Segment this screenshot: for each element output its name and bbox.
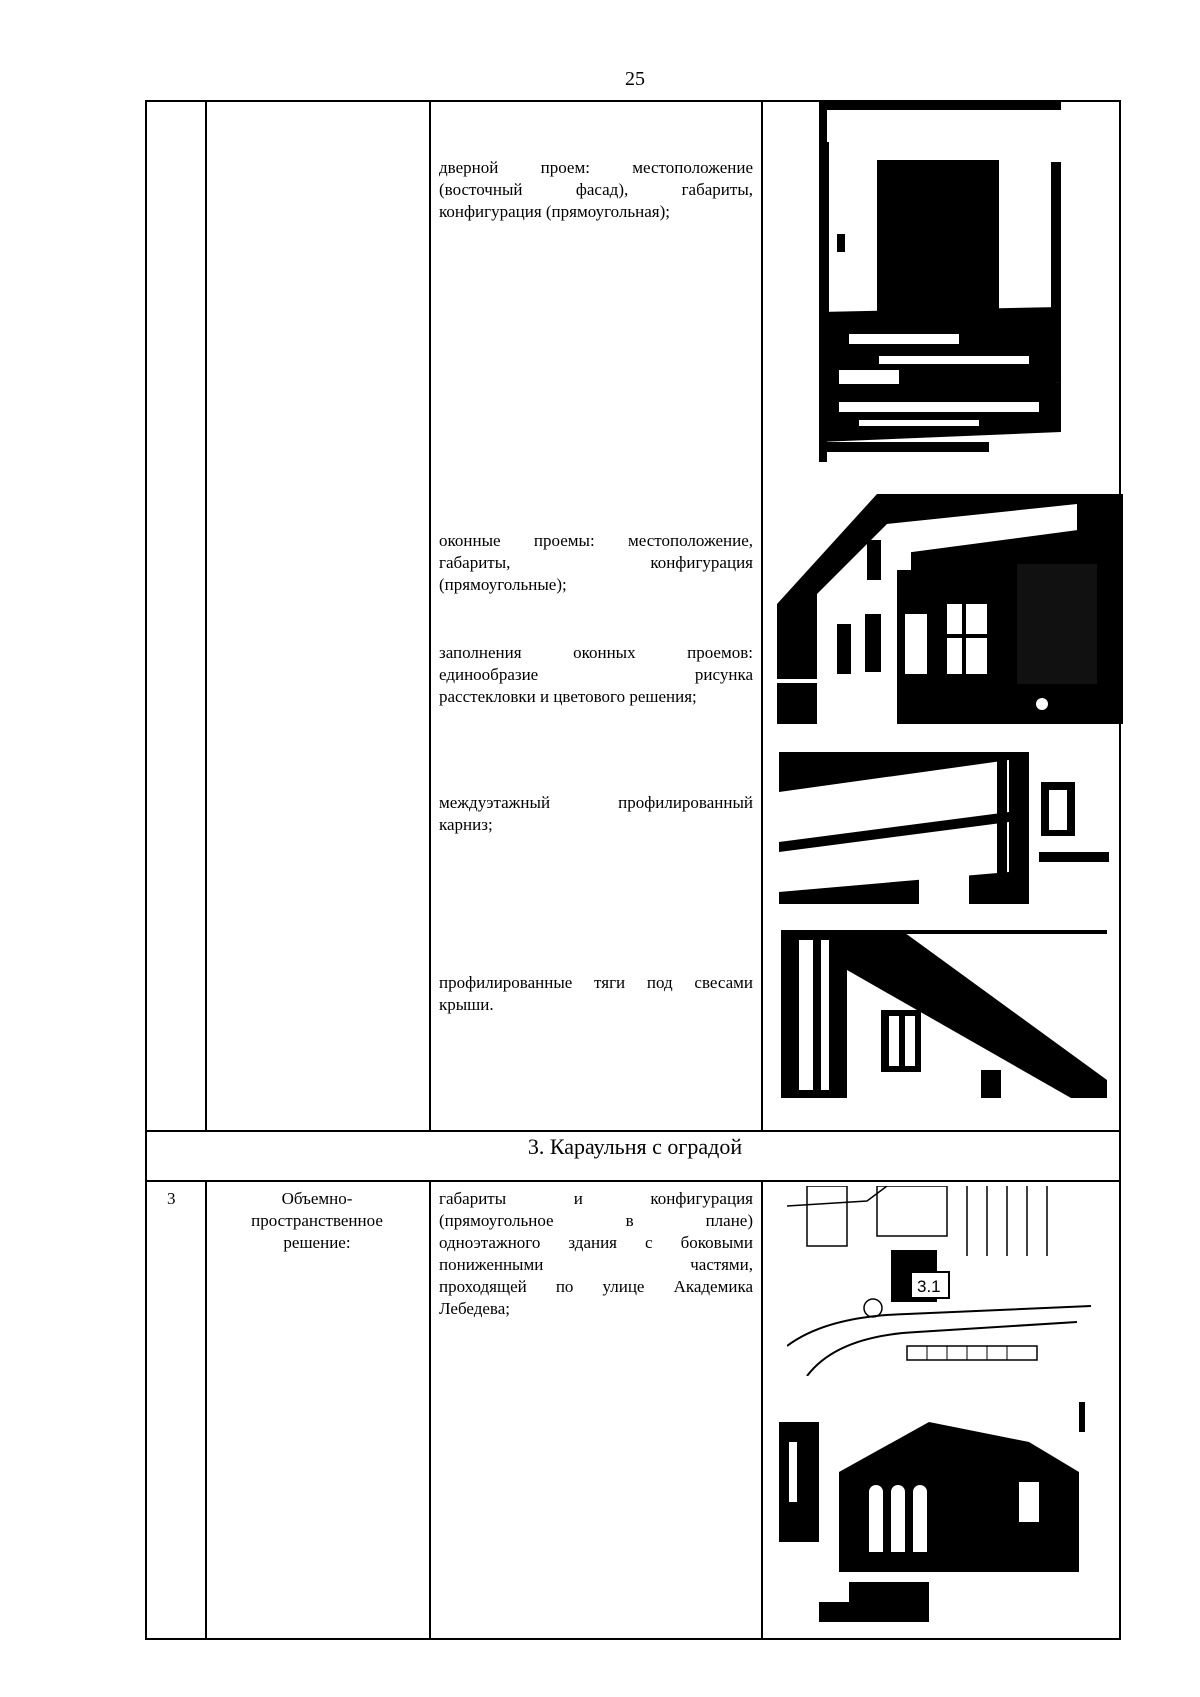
cornice-description: междуэтажный профилированный карниз; [439, 793, 753, 834]
column-divider-2 [429, 102, 431, 1132]
rods-description: профилированные тяги под свесами крыши. [439, 973, 753, 1014]
windows-description: оконные проемы: местоположение, габариты, конфигурация (прямоугольные); [439, 531, 753, 594]
eaves-photo [781, 930, 1107, 1098]
site-map [787, 1186, 1091, 1376]
page-number: 25 [625, 68, 645, 90]
column-divider-2-lower [429, 1180, 431, 1640]
section-heading: 3. Караульня с оградой [527, 1134, 743, 1159]
row-number: 3 [167, 1189, 176, 1208]
door-description: дверной проем: местоположение (восточный фасад), габариты, конфигурация (прямоугольная); [439, 158, 753, 221]
row-description: габариты и конфигурация (прямоугольное в плане) одноэтажного здания с боковыми пониженными частями, проходящей по улице Академика Лебедева; [439, 1189, 753, 1318]
column-divider-1 [205, 102, 207, 1132]
column-divider-1-lower [205, 1180, 207, 1640]
column-divider-3 [761, 102, 763, 1132]
facade-photo [777, 494, 1123, 724]
document-table [145, 100, 1121, 1640]
window-fill-description: заполнения оконных проемов: единообразие рисунка расстекловки и цветового решения; [439, 643, 753, 706]
column-divider-3-lower [761, 1180, 763, 1640]
guardhouse-photo [779, 1402, 1103, 1636]
section-top-border [147, 1130, 1119, 1132]
map-label: 3.1 [917, 1277, 941, 1296]
door-photo [819, 102, 1061, 462]
cornice-photo [779, 752, 1109, 904]
row-subject: Объемно- пространственное решение: [251, 1189, 383, 1252]
section-bottom-border [147, 1180, 1119, 1182]
